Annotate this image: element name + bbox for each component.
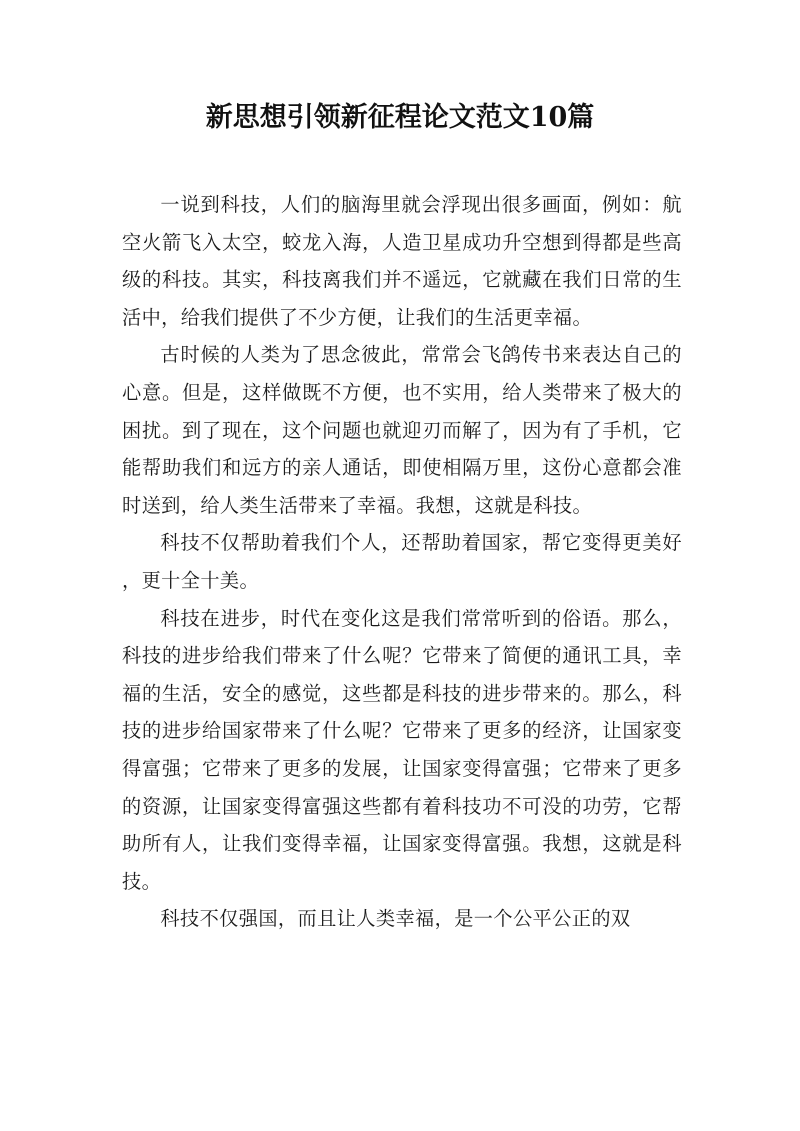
paragraph-4: 科技在进步，时代在变化这是我们常常听到的俗语。那么，科技的进步给我们带来了什么呢？它带来了简便的通讯工具，幸福的生活，安全的感觉，这些都是科技的进步带来的。那么，科技的进步给国家带来了什么呢？它带来了更多的经济，让国家变得富强；它带来了更多的发展，让国家变得富强；它带来了更多的资源，让国家变得富强这些都有着科技功不可没的功劳，它帮助所有人，让我们变得幸福，让国家变得富强。我想，这就是科技。 [122,606,682,893]
document-title: 新思想引领新征程论文范文10篇 [205,102,595,133]
document-body [122,186,682,938]
paragraph-1: 一说到科技，人们的脑海里就会浮现出很多画面，例如：航空火箭飞入太空，蛟龙入海，人造卫星成功升空想到得都是些高级的科技。其实，科技离我们并不遥远，它就藏在我们日常的生活中，给我们提供了不少方便，让我们的生活更幸福。 [122,193,682,329]
paragraph-3: 科技不仅帮助着我们个人，还帮助着国家，帮它变得更美好，更十全十美。 [122,531,682,592]
paragraph-5: 科技不仅强国，而且让人类幸福，是一个公平公正的双 [160,907,631,931]
paragraph-2: 古时候的人类为了思念彼此，常常会飞鸽传书来表达自己的心意。但是，这样做既不方便，也不实用，给人类带来了极大的困扰。到了现在，这个问题也就迎刃而解了，因为有了手机，它能帮助我们和远方的亲人通话，即使相隔万里，这份心意都会准时送到，给人类生活带来了幸福。我想，这就是科技。 [122,343,682,517]
